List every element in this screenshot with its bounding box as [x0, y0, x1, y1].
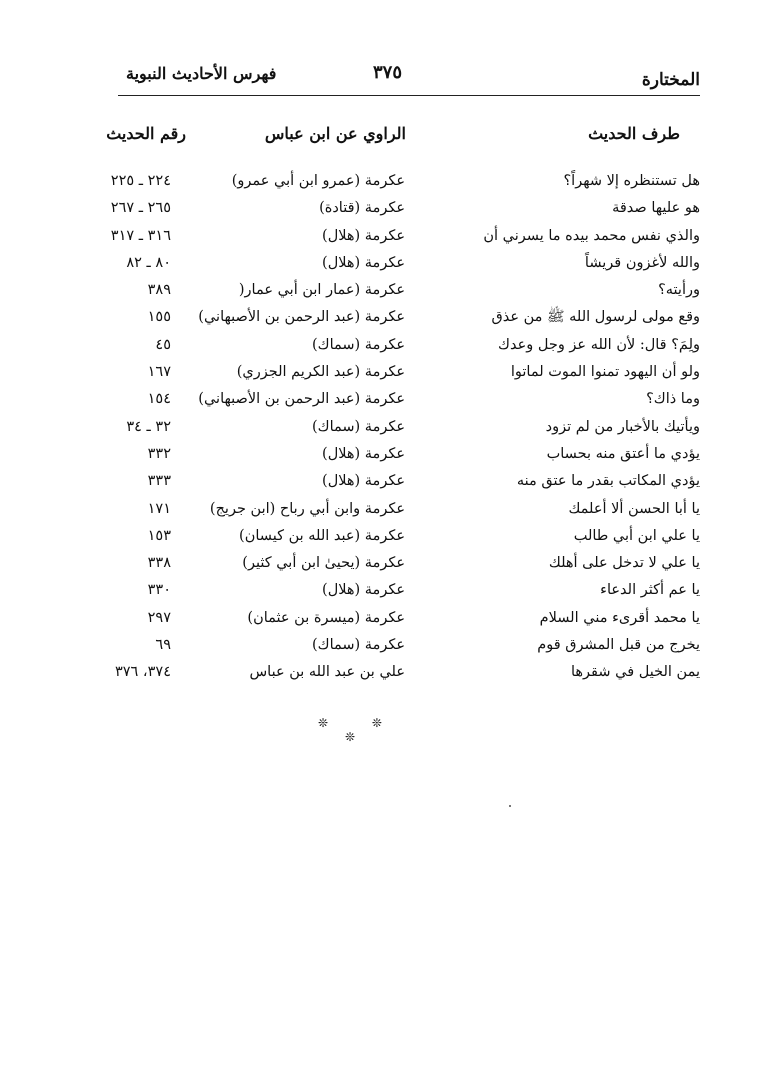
- narrator-text: عكرمة (هلال): [322, 473, 405, 490]
- narrator-text: عكرمة (سماك): [311, 637, 405, 654]
- table-row: [0, 332, 763, 359]
- hadith-number: ١٦٧: [147, 364, 171, 381]
- narrator-text: عكرمة (عبد الرحمن بن الأصبهاني): [198, 391, 405, 408]
- table-row: [0, 496, 763, 523]
- hadith-text: يا محمد أقرىء مني السلام: [539, 609, 700, 626]
- table-row: [0, 359, 763, 386]
- hadith-number: ٢٢٤ ـ ٢٢٥: [110, 173, 171, 189]
- hadith-text: ويأتيك بالأخبار من لم تزود: [545, 418, 700, 435]
- table-row: [0, 659, 763, 686]
- narrator-text: عكرمة (هلال): [322, 445, 405, 462]
- table-row: [0, 304, 763, 331]
- hadith-text: يمن الخيل في شقرها: [570, 664, 700, 681]
- table-row: [0, 523, 763, 550]
- hadith-number: ١٥٤: [147, 391, 171, 408]
- column-header-hadith: طرف الحديث: [588, 124, 680, 143]
- header-rule: [118, 95, 700, 96]
- hadith-text: ولِمَ؟ قال: لأن الله عز وجل وعدك: [498, 336, 700, 353]
- narrator-text: عكرمة (عمار ابن أبي عمار(: [238, 282, 405, 299]
- narrator-text: عكرمة (سماك): [311, 418, 405, 435]
- narrator-text: عكرمة وابن أبي رباح (ابن جريج): [209, 500, 405, 517]
- narrator-text: عكرمة (عبد الله بن كيسان): [239, 527, 405, 544]
- hadith-number: ٢٦٥ ـ ٢٦٧: [110, 200, 171, 217]
- running-head: [118, 58, 700, 94]
- table-row: [0, 250, 763, 277]
- hadith-text: يا علي لا تدخل على أهلك: [548, 555, 700, 572]
- hadith-text: يا علي ابن أبي طالب: [573, 527, 700, 544]
- hadith-number: ٢٩٧: [147, 609, 171, 626]
- narrator-text: عكرمة (سماك): [311, 336, 405, 353]
- hadith-text: هو عليها صدقة: [612, 200, 700, 217]
- page-number: ٣٧٥: [373, 62, 403, 83]
- hadith-number: ١٥٥: [147, 309, 171, 326]
- narrator-text: عكرمة (يحيىٰ ابن أبي كثير): [242, 555, 405, 572]
- table-row: [0, 223, 763, 250]
- hadith-text: يؤدي ما أعتق منه بحساب: [546, 445, 700, 462]
- narrator-text: عكرمة (هلال): [322, 582, 405, 599]
- column-header-number: رقم الحديث: [106, 124, 186, 143]
- hadith-text: ولو أن اليهود تمنوا الموت لماتوا: [510, 364, 700, 381]
- hadith-number: ١٧١: [147, 500, 171, 517]
- narrator-text: عكرمة (هلال): [322, 254, 405, 271]
- hadith-text: وما ذاك؟: [646, 391, 700, 408]
- table-row: [0, 386, 763, 413]
- hadith-text: يؤدي المكاتب بقدر ما عتق منه: [516, 473, 700, 490]
- narrator-text: علي بن عبد الله بن عباس: [249, 664, 405, 681]
- table-row: [0, 550, 763, 577]
- table-row: [0, 414, 763, 441]
- hadith-number: ١٥٣: [147, 527, 171, 544]
- hadith-text: يا أبا الحسن ألا أعلمك: [568, 500, 700, 517]
- table-header: [0, 124, 763, 154]
- hadith-number: ٦٩: [155, 637, 171, 654]
- hadith-number: ٣٨٩: [147, 282, 171, 299]
- narrator-text: عكرمة (عبد الكريم الجزري): [236, 364, 405, 381]
- hadith-text: هل تستنظره إلا شهراً؟: [563, 173, 700, 189]
- table-row: [0, 277, 763, 304]
- table-row: [0, 168, 763, 195]
- paper-speck: [509, 805, 511, 807]
- hadith-text: يا عم أكثر الدعاء: [600, 582, 700, 599]
- hadith-number: ٤٥: [155, 336, 171, 353]
- hadith-index-table: [0, 168, 763, 687]
- table-row: [0, 441, 763, 468]
- column-header-narrator: الراوي عن ابن عباس: [264, 124, 406, 143]
- index-title: فهرس الأحاديث النبوية: [126, 64, 277, 83]
- hadith-number: ٣٣٣: [147, 473, 171, 490]
- hadith-text: يخرج من قبل المشرق قوم: [537, 637, 700, 654]
- hadith-text: وقع مولى لرسول الله ﷺ من عذق: [491, 309, 700, 326]
- book-title: المختارة: [641, 70, 700, 90]
- hadith-number: ٣١٦ ـ ٣١٧: [110, 227, 171, 244]
- section-end-ornament: ❊ ❊ ❊: [318, 716, 402, 744]
- hadith-number: ٣٣٢: [147, 445, 171, 462]
- narrator-text: عكرمة (هلال): [322, 227, 405, 244]
- table-row: [0, 577, 763, 604]
- hadith-number: ٣٧٤، ٣٧٦: [114, 664, 171, 681]
- narrator-text: عكرمة (ميسرة بن عثمان): [247, 609, 405, 626]
- narrator-text: عكرمة (قتادة): [319, 200, 405, 217]
- hadith-number: ٣٢ ـ ٣٤: [126, 418, 171, 435]
- table-row: [0, 468, 763, 495]
- narrator-text: عكرمة (عبد الرحمن بن الأصبهاني): [198, 309, 405, 326]
- table-row: [0, 195, 763, 222]
- narrator-text: عكرمة (عمرو ابن أبي عمرو): [231, 173, 405, 189]
- hadith-text: والله لأغزون قريشاً: [584, 254, 700, 271]
- hadith-text: ورأيته؟: [658, 282, 700, 299]
- hadith-number: ٣٣٠: [147, 582, 171, 599]
- table-row: [0, 605, 763, 632]
- hadith-number: ٨٠ ـ ٨٢: [126, 254, 171, 271]
- table-row: [0, 632, 763, 659]
- hadith-text: والذي نفس محمد بيده ما يسرني أن: [483, 227, 700, 244]
- hadith-number: ٣٣٨: [147, 555, 171, 572]
